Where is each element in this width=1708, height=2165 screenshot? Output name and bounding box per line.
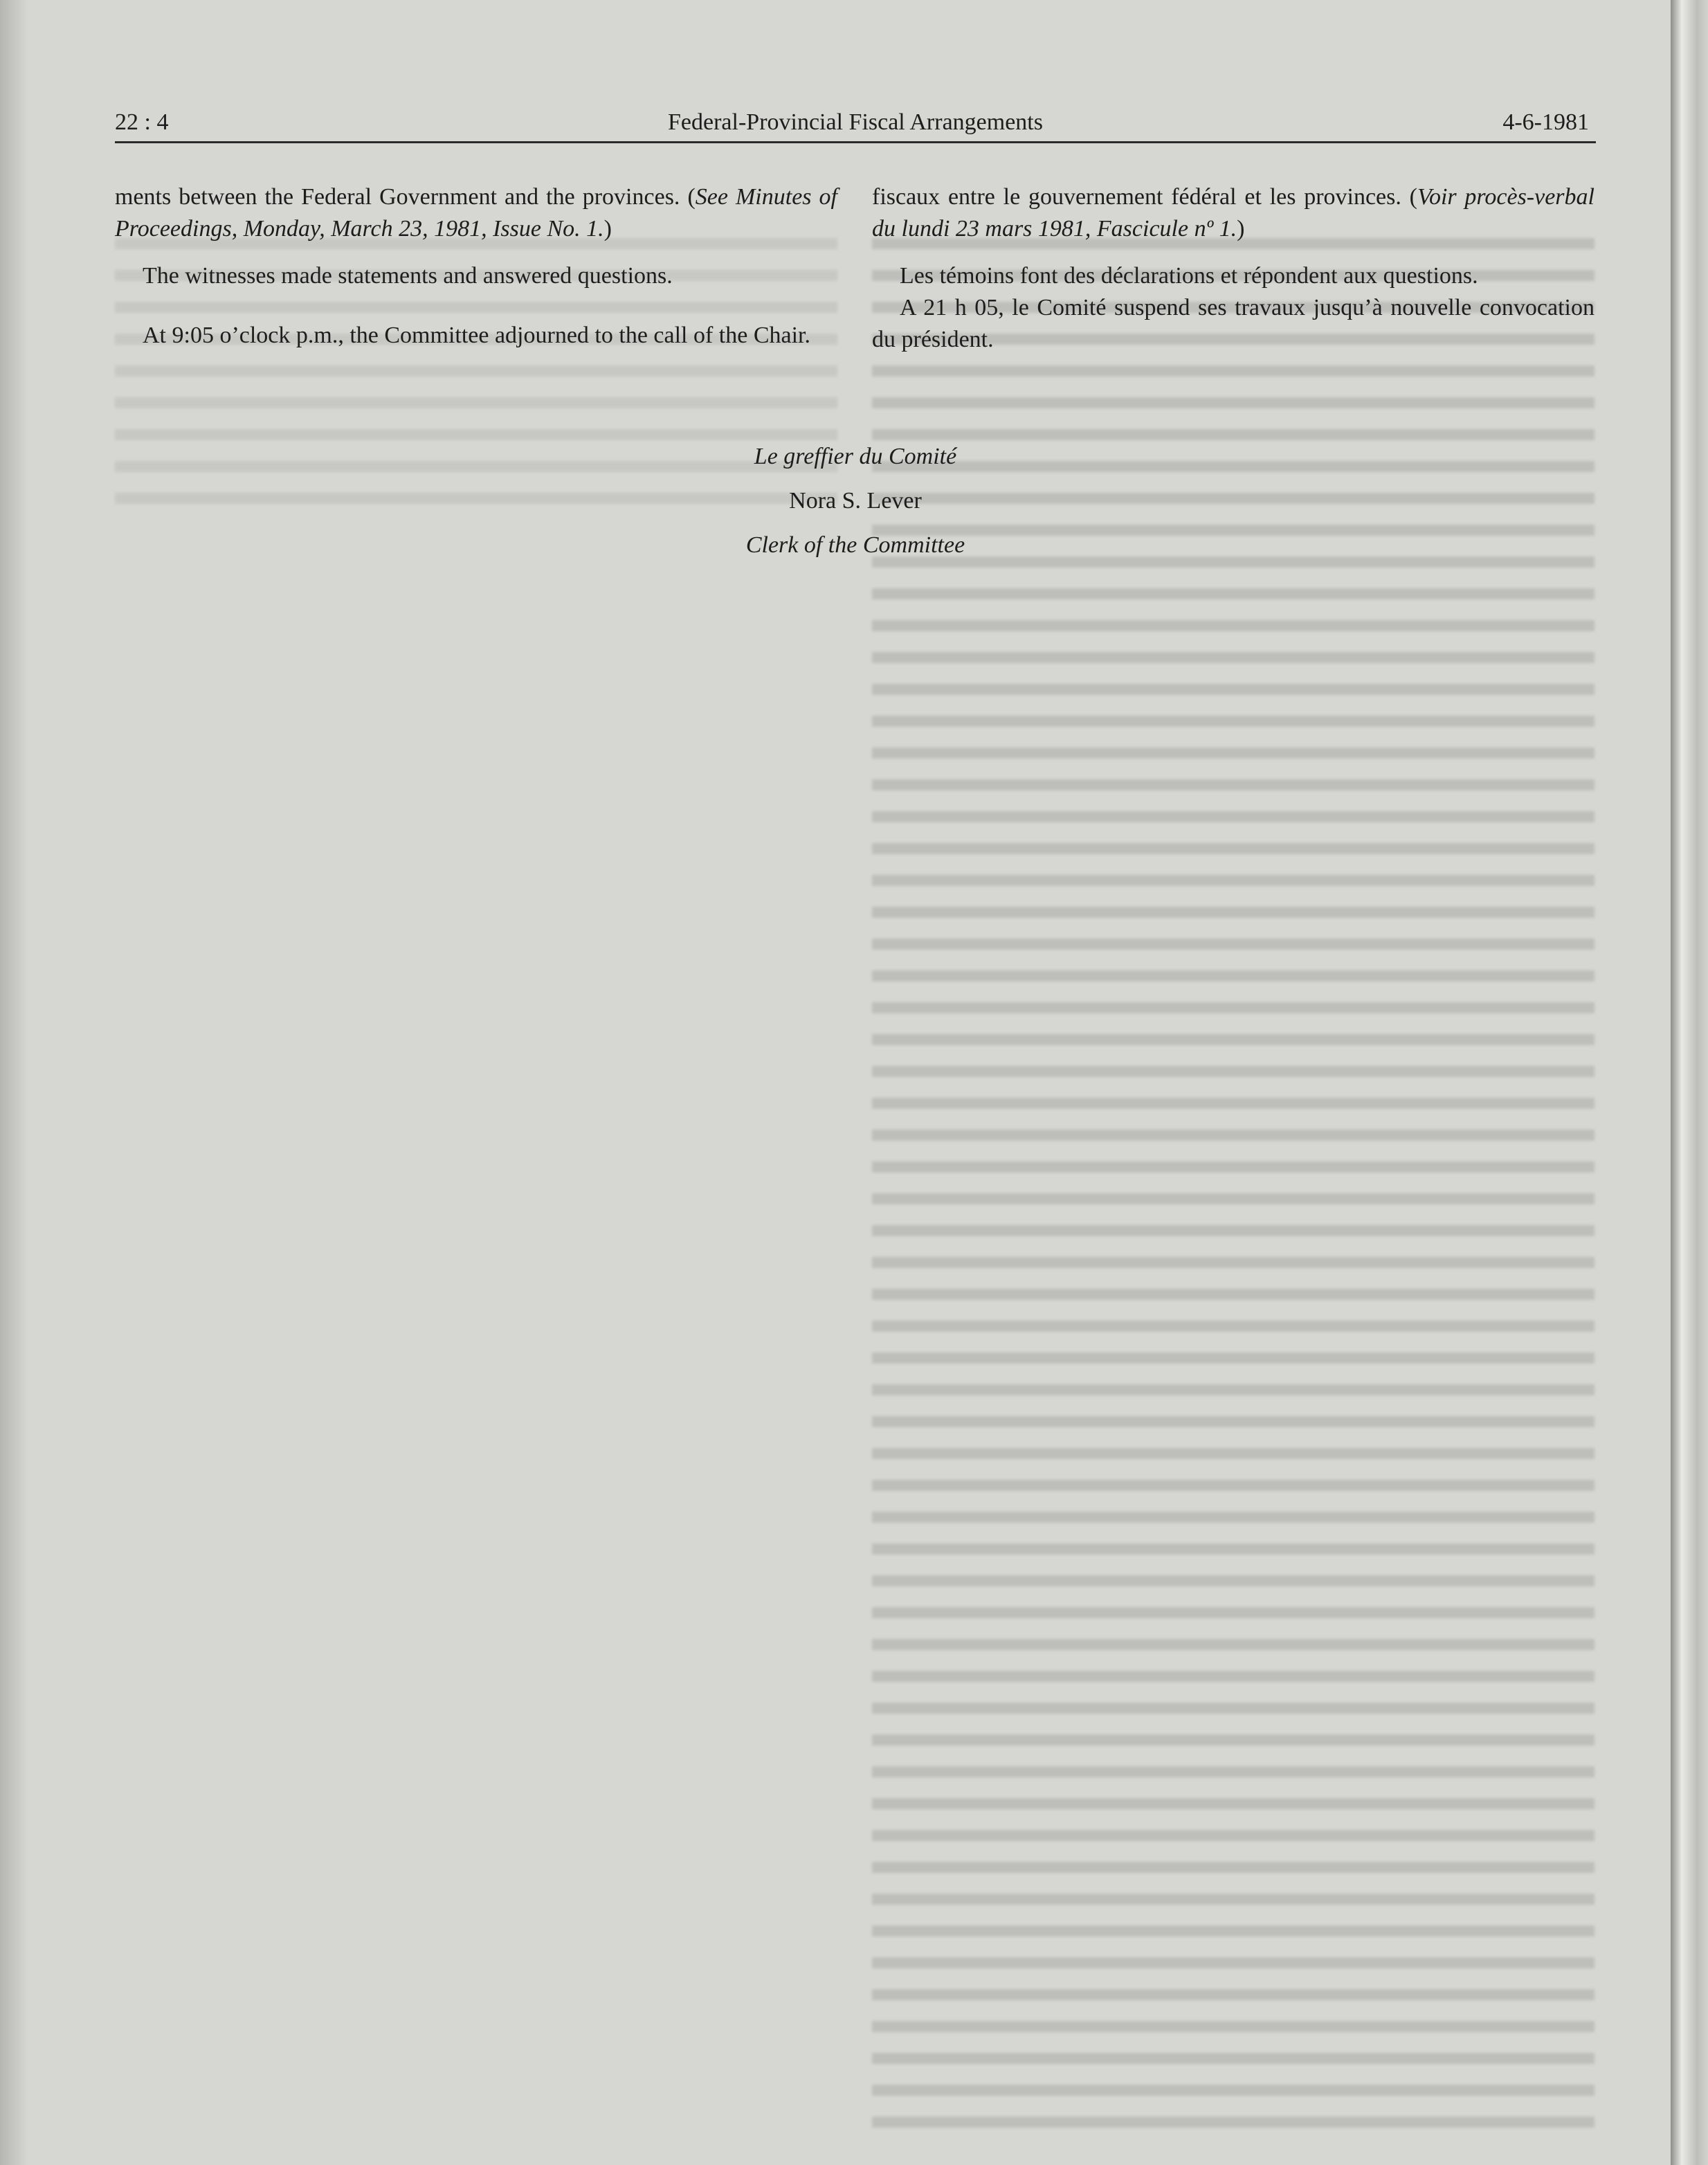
signature-block: [115, 435, 1596, 568]
clerk-title-english: Clerk of the Committee: [745, 532, 965, 558]
english-paragraph-1: ments between the Federal Government and the provinces. (See Minutes of Proceedings, Monday, March 23, 1981, Issue No. 1.): [115, 184, 837, 242]
document-title: Federal-Provincial Fiscal Arrangements: [668, 109, 1043, 135]
english-reference: See Minutes of Proceedings, Monday, March 23, 1981, Issue No. 1.: [115, 184, 837, 242]
english-paragraph-2: The witnesses made statements and answered questions.: [143, 263, 673, 289]
french-column: [872, 181, 1595, 356]
page-shadow: [0, 0, 28, 2165]
page-number: 22 : 4: [115, 109, 169, 135]
document-date: 4-6-1981: [1502, 109, 1589, 135]
french-paragraph-1: fiscaux entre le gouvernement fédéral et les provinces. (Voir procès-verbal du lundi 23 mars 1981, Fascicule nº 1.): [872, 184, 1595, 242]
clerk-name: Nora S. Lever: [789, 488, 922, 514]
running-header: [115, 105, 1596, 143]
english-column: [115, 181, 837, 352]
french-paragraph-3: A 21 h 05, le Comité suspend ses travaux jusqu’à nouvelle convocation du président.: [872, 295, 1595, 352]
french-reference: Voir procès-verbal du lundi 23 mars 1981, Fascicule nº 1.: [872, 184, 1595, 242]
french-paragraph-2: Les témoins font des déclarations et répondent aux questions.: [900, 263, 1478, 289]
clerk-title-french: Le greffier du Comité: [754, 444, 957, 469]
binding-edge: [1671, 0, 1708, 2165]
english-paragraph-3: At 9:05 o’clock p.m., the Committee adjourned to the call of the Chair.: [143, 323, 810, 348]
